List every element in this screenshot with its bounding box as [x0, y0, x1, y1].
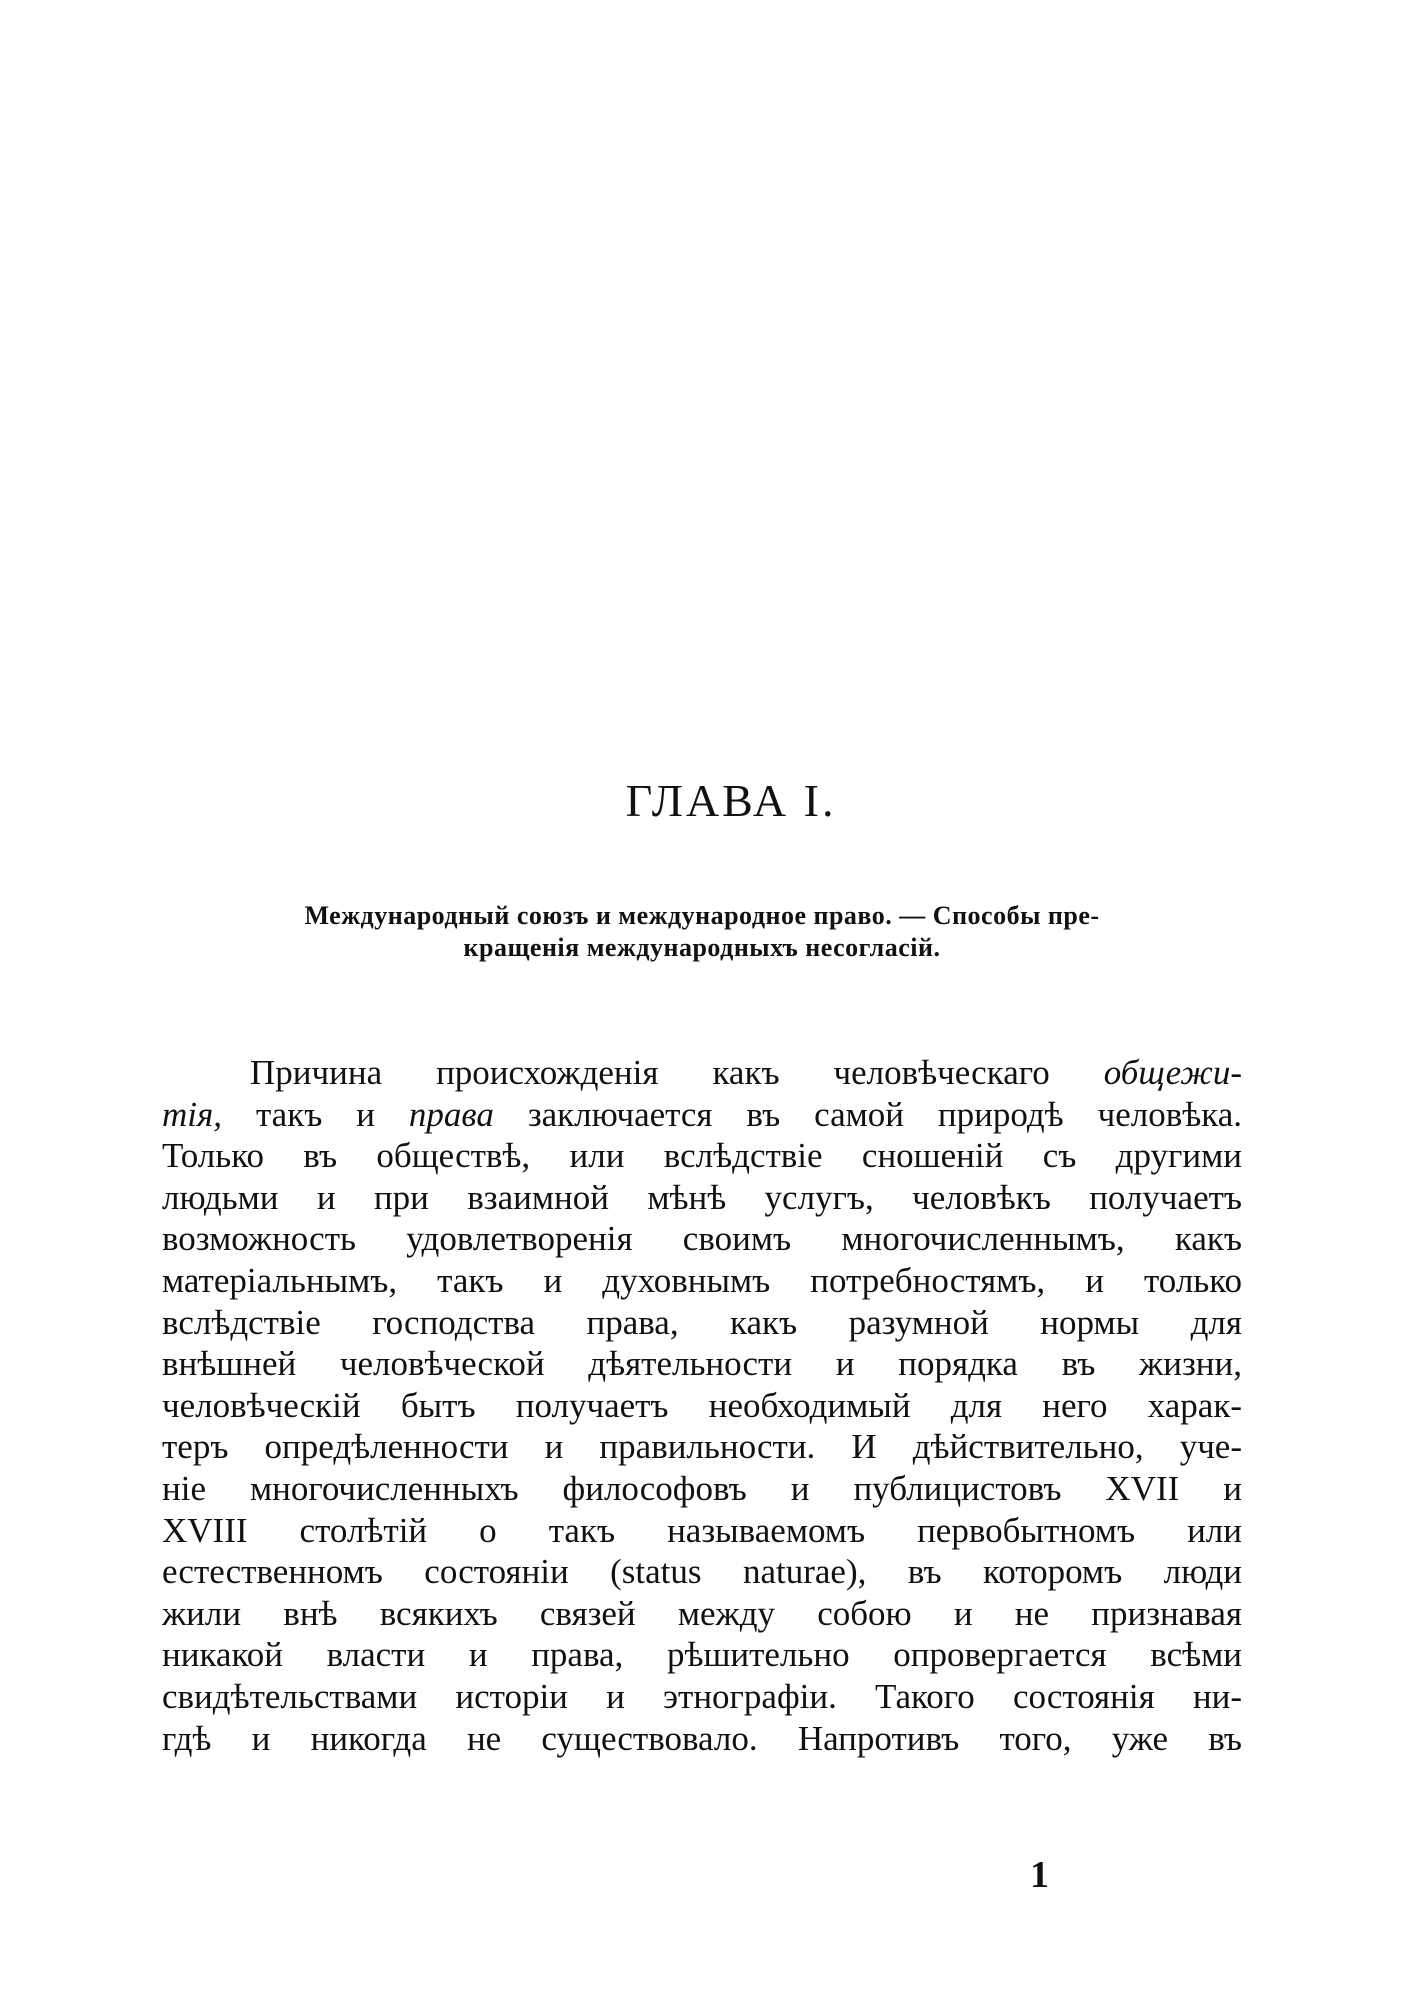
text-line: ніе многочисленныхъ философовъ и публицистовъ XVII и — [162, 1468, 1242, 1508]
text-line: возможность удовлетворенія своимъ многочисленнымъ, какъ — [162, 1219, 1242, 1259]
body-paragraph — [162, 1052, 1242, 1759]
text-line: людьми и при взаимной мѣнѣ услугъ, человѣкъ получаетъ — [162, 1177, 1242, 1217]
text-run: заключается въ самой природѣ человѣка. — [493, 1094, 1242, 1134]
text-line: Только въ обществѣ, или вслѣдствіе сношеній съ другими — [162, 1136, 1242, 1176]
summary-line: кращенія международныхъ несогласій. — [463, 933, 941, 962]
text-line: человѣческій бытъ получаетъ необходимый для него харак- — [162, 1385, 1242, 1425]
text-line: XVIII столѣтій о такъ называемомъ первобытномъ или — [162, 1510, 1242, 1550]
text-line: естественномъ состояніи (status naturae), въ которомъ люди — [162, 1552, 1242, 1592]
text-run: такъ и — [222, 1094, 409, 1134]
text-line: жили внѣ всякихъ связей между собою и не признавая — [162, 1593, 1242, 1633]
text-line — [162, 1094, 1242, 1136]
text-line: вслѣдствіе господства права, какъ разумной нормы для — [162, 1302, 1242, 1342]
text-line: теръ опредѣленности и правильности. И дѣйствительно, уче- — [162, 1427, 1242, 1467]
italic-term: права — [408, 1094, 494, 1134]
italic-term: общежи- — [1103, 1053, 1242, 1092]
summary-line: Международный союзъ и международное право. — Способы пре- — [304, 901, 1100, 930]
text-line: внѣшней человѣческой дѣятельности и порядка въ жизни, — [162, 1344, 1242, 1384]
chapter-summary — [162, 900, 1242, 964]
text-line: матеріальнымъ, такъ и духовнымъ потребностямъ, и только — [162, 1260, 1242, 1300]
text-line: свидѣтельствами исторіи и этнографіи. Такого состоянія ни- — [162, 1676, 1242, 1716]
text-run: Причина происхожденія какъ человѣческаго — [250, 1053, 1104, 1092]
text-line — [162, 1052, 1242, 1094]
chapter-title: ГЛАВА I. — [625, 775, 837, 826]
text-line: гдѣ и никогда не существовало. Напротивъ того, уже въ — [162, 1718, 1242, 1758]
italic-term: тія, — [162, 1094, 223, 1134]
page-number: 1 — [1030, 1854, 1049, 1896]
text-line: никакой власти и права, рѣшительно опровергается всѣми — [162, 1635, 1242, 1675]
